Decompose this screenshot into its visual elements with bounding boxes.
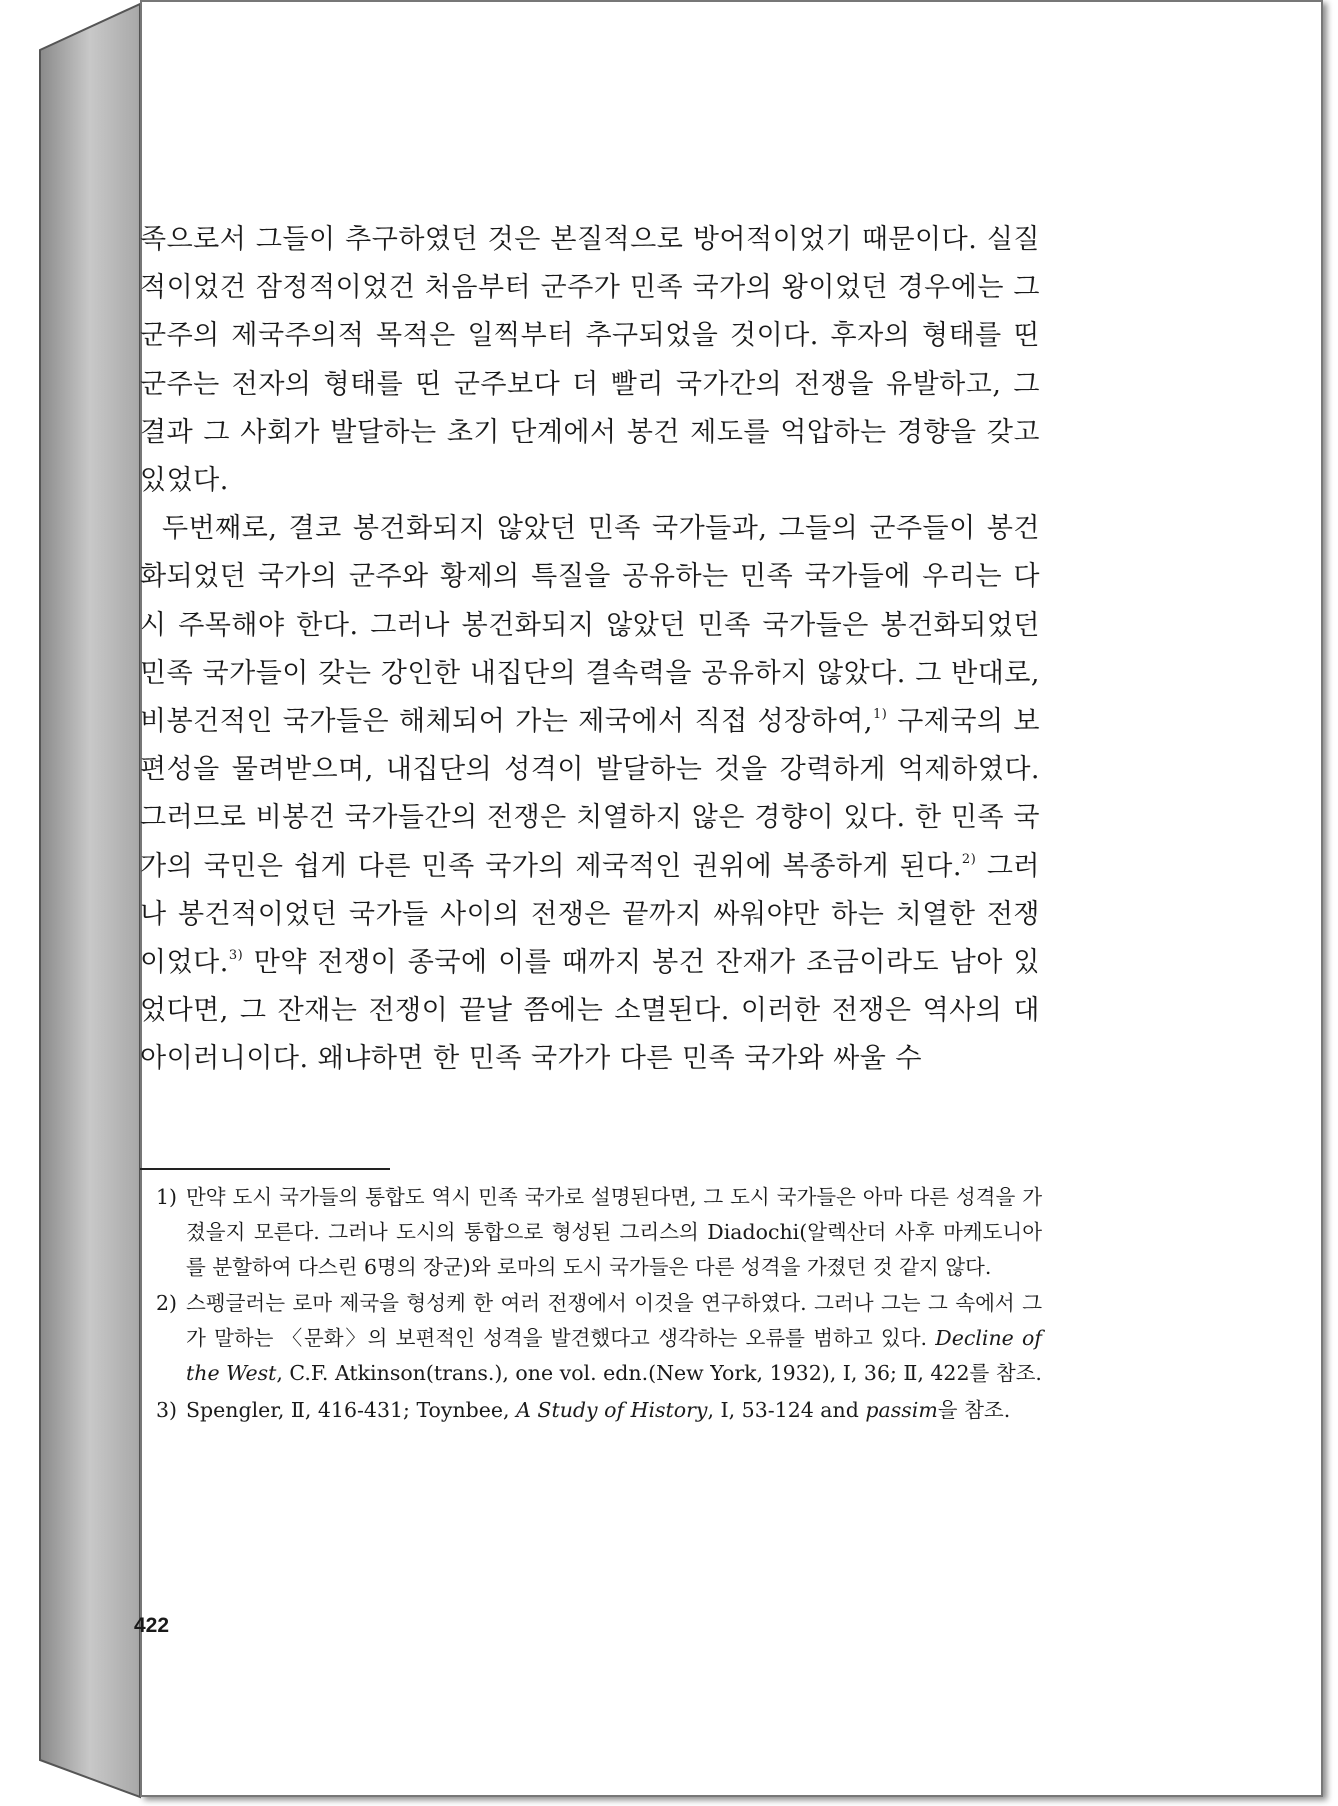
paragraph-2-text-b: 구제국의 보편성을 물려받으며, 내집단의 성격이 발달하는 것을 강력하게 억제하였다. 그러므로 비봉건 국가들간의 전쟁은 치열하지 않은 경향이 있다. 한 민족 국가의 국민은 쉽게 다른 민족 국가의 제국적인 권위에 복종하게 된다. — [140, 706, 1040, 882]
book-spine-edge — [0, 0, 160, 1806]
footnote-1 — [156, 1180, 1042, 1284]
footnote-text: , Ⅰ, 53-124 and — [707, 1397, 866, 1422]
paragraph-2-text-d: 만약 전쟁이 종국에 이를 때까지 봉건 잔재가 조금이라도 남아 있었다면, 그 잔재는 전쟁이 끝날 쯤에는 소멸된다. 이러한 전쟁은 역사의 대아이러니이다. 왜냐하면 한 민족 국가가 다른 민족 국가와 싸울 수 — [140, 947, 1040, 1075]
footnote-divider — [140, 1168, 390, 1170]
page-number: 422 — [134, 1614, 170, 1637]
footnotes — [156, 1180, 1042, 1430]
body-text — [140, 216, 1040, 1084]
paragraph-2-text-a: 두번째로, 결코 봉건화되지 않았던 민족 국가들과, 그들의 군주들이 봉건화되었던 국가의 군주와 황제의 특질을 공유하는 민족 국가들에 우리는 다시 주목해야 한다. 그러나 봉건화되지 않았던 민족 국가들은 봉건화되었던 민족 국가들이 갖는 강인한 내집단의 결속력을 공유하지 않았다. 그 반대로, 비봉건적인 국가들은 해체되어 가는 제국에서 직접 성장하여, — [140, 513, 1040, 738]
paragraph-2-text-c: 그러나 봉건적이었던 국가들 사이의 전쟁은 끝까지 싸워야만 하는 치열한 전쟁이었다. — [140, 850, 1040, 979]
footnote-ref-1: 1) — [872, 707, 888, 723]
footnote-book-title: Decline of the West — [186, 1326, 1042, 1385]
footnote-2 — [156, 1286, 1042, 1390]
footnote-text: 을 참조. — [937, 1397, 1011, 1422]
footnote-ref-3: 3) — [228, 948, 244, 964]
footnote-number: 2) — [156, 1291, 178, 1316]
footnote-latin-term: passim — [865, 1397, 938, 1422]
footnote-book-title: A Study of History — [516, 1397, 708, 1422]
footnote-number: 3) — [156, 1397, 178, 1422]
footnote-3 — [156, 1393, 1042, 1428]
footnote-number: 1) — [156, 1185, 178, 1209]
paragraph-1-text: 족으로서 그들이 추구하였던 것은 본질적으로 방어적이었기 때문이다. 실질적이었건 잠정적이었건 처음부터 군주가 민족 국가의 왕이었던 경우에는 그 군주의 제국주의적 목적은 일찍부터 추구되었을 것이다. 후자의 형태를 띤 군주는 전자의 형태를 띤 군주보다 더 빨리 국가간의 전쟁을 유발하고, 그 결과 그 사회가 발달하는 초기 단계에서 봉건 제도를 억압하는 경향을 갖고 있었다. — [140, 224, 1040, 497]
footnote-text: , C.F. Atkinson(trans.), one vol. edn.(New York, 1932), Ⅰ, 36; Ⅱ, 422를 참조. — [276, 1360, 1042, 1385]
paragraph-1 — [140, 216, 1040, 505]
footnote-text: 만약 도시 국가들의 통합도 역시 민족 국가로 설명된다면, 그 도시 국가들은 아마 다른 성격을 가졌을지 모른다. 그러나 도시의 통합으로 형성된 그리스의 Diadochi(알렉산더 사후 마케도니아를 분할하여 다스린 6명의 장군)와 로마의 도시 국가들은 다른 성격을 가졌던 것 같지 않다. — [186, 1185, 1042, 1279]
footnote-ref-2: 2) — [961, 851, 977, 867]
footnote-text: Spengler, Ⅱ, 416-431; Toynbee, — [186, 1397, 517, 1422]
footnote-text: 스펭글러는 로마 제국을 형성케 한 여러 전쟁에서 이것을 연구하였다. 그러나 그는 그 속에서 그가 말하는 〈문화〉의 보편적인 성격을 발견했다고 생각하는 오류를 범하고 있다. — [186, 1291, 1042, 1351]
paragraph-2 — [140, 505, 1040, 1083]
